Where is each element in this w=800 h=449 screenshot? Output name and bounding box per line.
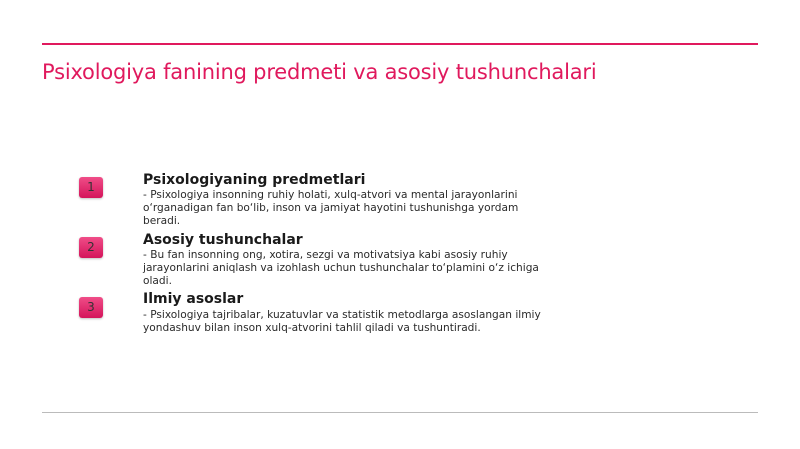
item-description: - Bu fan insonning ong, xotira, sezgi va motivatsiya kabi asosiy ruhiy jarayonlarini aniqlash va izohlash uchun tushunchalar to‘plamini o‘z ichiga oladi. xyxy=(143,249,539,287)
item-heading: Asosiy tushunchalar xyxy=(143,232,303,248)
number-badge: 2 xyxy=(79,237,103,258)
item-description: - Psixologiya insonning ruhiy holati, xulq-atvori va mental jarayonlarini o‘rganadigan fan bo‘lib, inson va jamiyat hayotini tushunishga yordam beradi. xyxy=(143,189,519,227)
number-badge: 3 xyxy=(79,297,103,318)
item-description: - Psixologiya tajribalar, kuzatuvlar va statistik metodlarga asoslangan ilmiy yondashuv bilan inson xulq-atvorini tahlil qiladi va tushuntiradi. xyxy=(143,309,541,334)
bottom-divider xyxy=(42,412,758,413)
number-badge: 1 xyxy=(79,177,103,198)
item-heading: Ilmiy asoslar xyxy=(143,291,244,307)
item-heading: Psixologiyaning predmetlari xyxy=(143,172,366,188)
top-divider xyxy=(42,43,758,45)
slide-title: Psixologiya fanining predmeti va asosiy tushunchalari xyxy=(42,60,597,84)
